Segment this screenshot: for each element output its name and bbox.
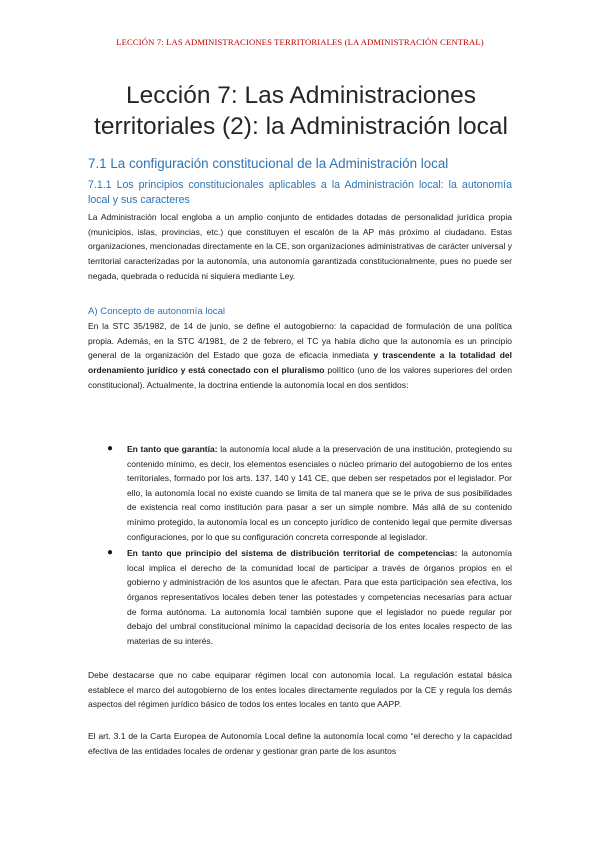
subsubsection-heading: A) Concepto de autonomía local — [88, 306, 226, 317]
bullet-text: la autonomía local implica el derecho de la comunidad local de participar a través de órganos propios en el gobierno y administración de los asuntos que le afectan. Para que esta participación sea efectiva, los órganos representativos locales deben tener las potestades y competencias necesarias para actuar de forma autónoma. La autonomía local también supone que el legislador no puede regular por debajo del umbral constitucional mínimo la capacidad decisoria de los entes locales respecto de las materias de su interés. — [127, 548, 512, 646]
bullet-text: la autonomía local alude a la preservación de una institución, protegiendo su contenido mínimo, es decir, los elementos esenciales o núcleo primario del autogobierno de los entes territoriales, formado por los arts. 137, 140 y 141 CE, que deben ser respetados por el legislador. Por ello, la autonomía local no existe cuando se limita de tal manera que se le priva de sus posibilidades de existencia real como institución para pasar a ser un simple nombre. Más allá de su contenido mínimo protegido, la autonomía local es un concepto jurídico de contenido legal que permite diversas configuraciones, por lo que su configuración concreta corresponde al legislador. — [127, 444, 512, 542]
list-item — [107, 442, 512, 544]
bullet-icon: ● — [107, 547, 114, 559]
subsection-heading: 7.1.1 Los principios constitucionales aplicables a la Administración local: la autonomía local y sus caracteres — [88, 179, 512, 206]
concept-text-1: En la STC 35/1982, de 14 de junio, se define el autogobierno: la capacidad de formulación de una política propia. Además, en la STC 4/1981, de 2 de febrero, el TC ya había dicho que la autonomía es un principio general de la organización del Estado que goza de eficacia inmediata — [88, 321, 512, 361]
concept-bold-text: y trascendente a la totalidad del ordenamiento jurídico y está conectado con el pluralismo — [88, 350, 512, 376]
page-title: Lección 7: Las Administraciones territoriales (2): la Administración local — [94, 82, 508, 140]
concept-text-2: político (uno de los valores superiores del orden constitucional). Actualmente, la doctrina entiende la autonomía local en dos sentidos: — [88, 365, 513, 390]
bullet-lead: En tanto que garantía: — [127, 444, 218, 454]
charter-paragraph: El art. 3.1 de la Carta Europea de Autonomía Local define la autonomía local como “el derecho y la capacidad efectiva de las entidades locales de ordenar y gestionar gran parte de los asuntos — [88, 731, 512, 756]
running-header: LECCIÓN 7: LAS ADMINISTRACIONES TERRITORIALES (LA ADMINISTRACIÓN CENTRAL) — [116, 37, 484, 47]
regime-paragraph: Debe destacarse que no cabe equiparar régimen local con autonomía local. La regulación estatal básica establece el marco del autogobierno de los entes locales directamente regulados por la CE y regula los demás aspectos del régimen jurídico básico de todos los entes locales en tanto que AAPP. — [88, 670, 512, 710]
intro-paragraph: La Administración local engloba a un amplio conjunto de entidades dotadas de personalidad jurídica propia (municipios, islas, provincias, etc.) que constituyen el escalón de la AP más próximo al ciudadano. Estas organizaciones, mencionadas directamente en la CE, son organizaciones administrativas de carácter universal y territorial caracterizadas por la autonomía, una autonomía garantizada constitucionalmente, pues no puede ser negada, quebrada o reducida ni siquiera mediante Ley. — [88, 212, 512, 281]
concept-paragraph — [88, 319, 512, 393]
list-item — [107, 546, 512, 648]
bullet-icon: ● — [107, 443, 114, 454]
bullet-list — [107, 442, 512, 650]
section-heading: 7.1 La configuración constitucional de la Administración local — [88, 156, 449, 171]
bullet-lead: En tanto que principio del sistema de distribución territorial de competencias: — [127, 548, 458, 559]
